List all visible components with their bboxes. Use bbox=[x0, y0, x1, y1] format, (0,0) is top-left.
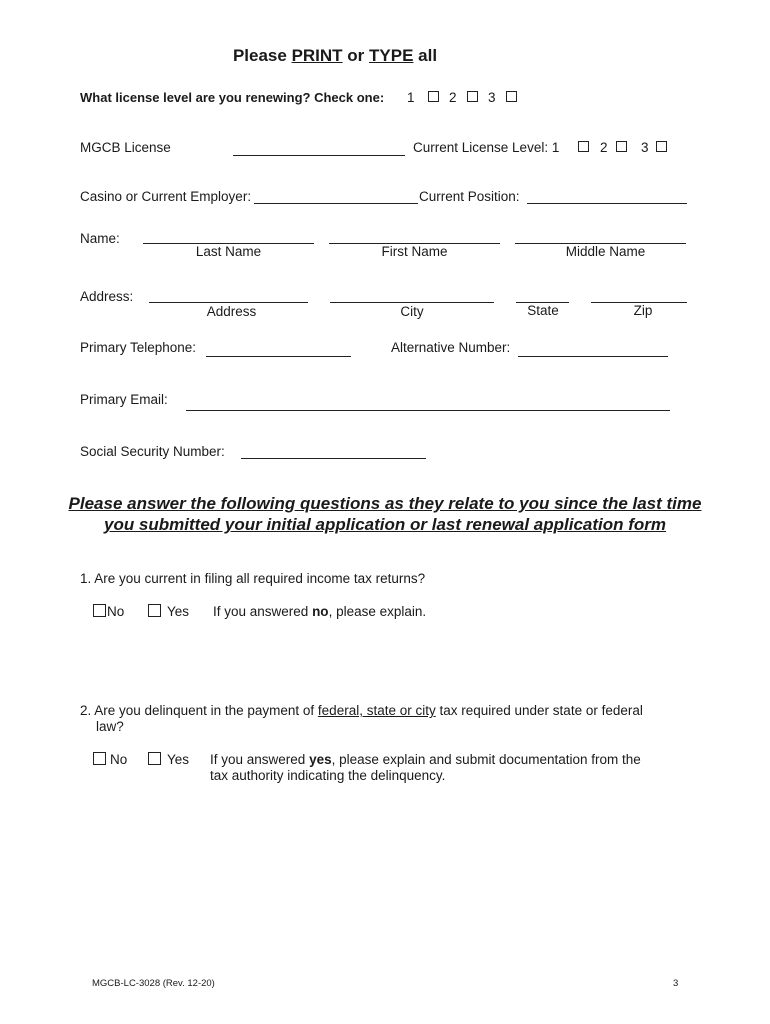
last-name-caption: Last Name bbox=[195, 244, 262, 259]
name-label: Name: bbox=[80, 231, 120, 246]
q1-text: 1. Are you current in filing all required income tax returns? bbox=[80, 571, 426, 586]
q1-no-checkbox[interactable] bbox=[93, 604, 106, 617]
mgcb-license-field[interactable] bbox=[233, 155, 405, 156]
q2-explain: If you answered yes, please explain and submit documentation from the bbox=[210, 752, 641, 767]
q2-text: 2. Are you delinquent in the payment of federal, state or city tax required under state or federal bbox=[80, 703, 643, 718]
q2-yes-checkbox[interactable] bbox=[148, 752, 161, 765]
zip-caption: Zip bbox=[633, 303, 653, 318]
current-level-3-label: 3 bbox=[641, 140, 649, 155]
renew-option-1-label: 1 bbox=[407, 90, 415, 105]
renew-level-1-checkbox[interactable] bbox=[428, 91, 439, 102]
q1-no-label: No bbox=[107, 604, 125, 619]
employer-field[interactable] bbox=[254, 203, 418, 204]
renew-option-2-label: 2 bbox=[449, 90, 457, 105]
alt-phone-field[interactable] bbox=[518, 356, 668, 357]
q2-no-label: No bbox=[110, 752, 128, 767]
questions-heading: Please answer the following questions as they relate to you since the last time you submitted your initial application or last renewal application form bbox=[68, 494, 702, 534]
employer-label: Casino or Current Employer: bbox=[80, 189, 252, 204]
q1-explain: If you answered no, please explain. bbox=[213, 604, 427, 619]
email-field[interactable] bbox=[186, 410, 670, 411]
ssn-label: Social Security Number: bbox=[80, 444, 225, 459]
q1-yes-label: Yes bbox=[167, 604, 190, 619]
phone-field[interactable] bbox=[206, 356, 351, 357]
first-name-caption: First Name bbox=[381, 244, 448, 259]
current-level-label: Current License Level: 1 bbox=[413, 140, 560, 155]
mgcb-license-label: MGCB License bbox=[80, 140, 171, 155]
phone-label: Primary Telephone: bbox=[80, 340, 197, 355]
email-label: Primary Email: bbox=[80, 392, 168, 407]
renew-level-3-checkbox[interactable] bbox=[506, 91, 517, 102]
page-title: Please PRINT or TYPE all bbox=[232, 46, 438, 65]
current-level-1-checkbox[interactable] bbox=[578, 141, 589, 152]
current-level-2-label: 2 bbox=[600, 140, 608, 155]
renew-option-3-label: 3 bbox=[488, 90, 496, 105]
renew-level-2-checkbox[interactable] bbox=[467, 91, 478, 102]
position-field[interactable] bbox=[527, 203, 687, 204]
position-label: Current Position: bbox=[419, 189, 520, 204]
form-id: MGCB-LC-3028 (Rev. 12-20) bbox=[92, 978, 215, 989]
street-field[interactable] bbox=[149, 302, 308, 303]
q2-yes-label: Yes bbox=[167, 752, 190, 767]
city-caption: City bbox=[400, 304, 424, 319]
middle-name-caption: Middle Name bbox=[565, 244, 646, 259]
q2-explain-line2: tax authority indicating the delinquency. bbox=[210, 768, 446, 783]
q2-no-checkbox[interactable] bbox=[93, 752, 106, 765]
page-number: 3 bbox=[673, 978, 679, 989]
q1-yes-checkbox[interactable] bbox=[148, 604, 161, 617]
q2-text-line2: law? bbox=[96, 719, 124, 734]
street-caption: Address bbox=[206, 304, 257, 319]
current-level-3-checkbox[interactable] bbox=[656, 141, 667, 152]
state-caption: State bbox=[527, 303, 559, 318]
renew-level-label: What license level are you renewing? Check one: bbox=[80, 90, 385, 105]
address-label: Address: bbox=[80, 289, 134, 304]
city-field[interactable] bbox=[330, 302, 494, 303]
current-level-2-checkbox[interactable] bbox=[616, 141, 627, 152]
ssn-field[interactable] bbox=[241, 458, 426, 459]
alt-phone-label: Alternative Number: bbox=[391, 340, 511, 355]
